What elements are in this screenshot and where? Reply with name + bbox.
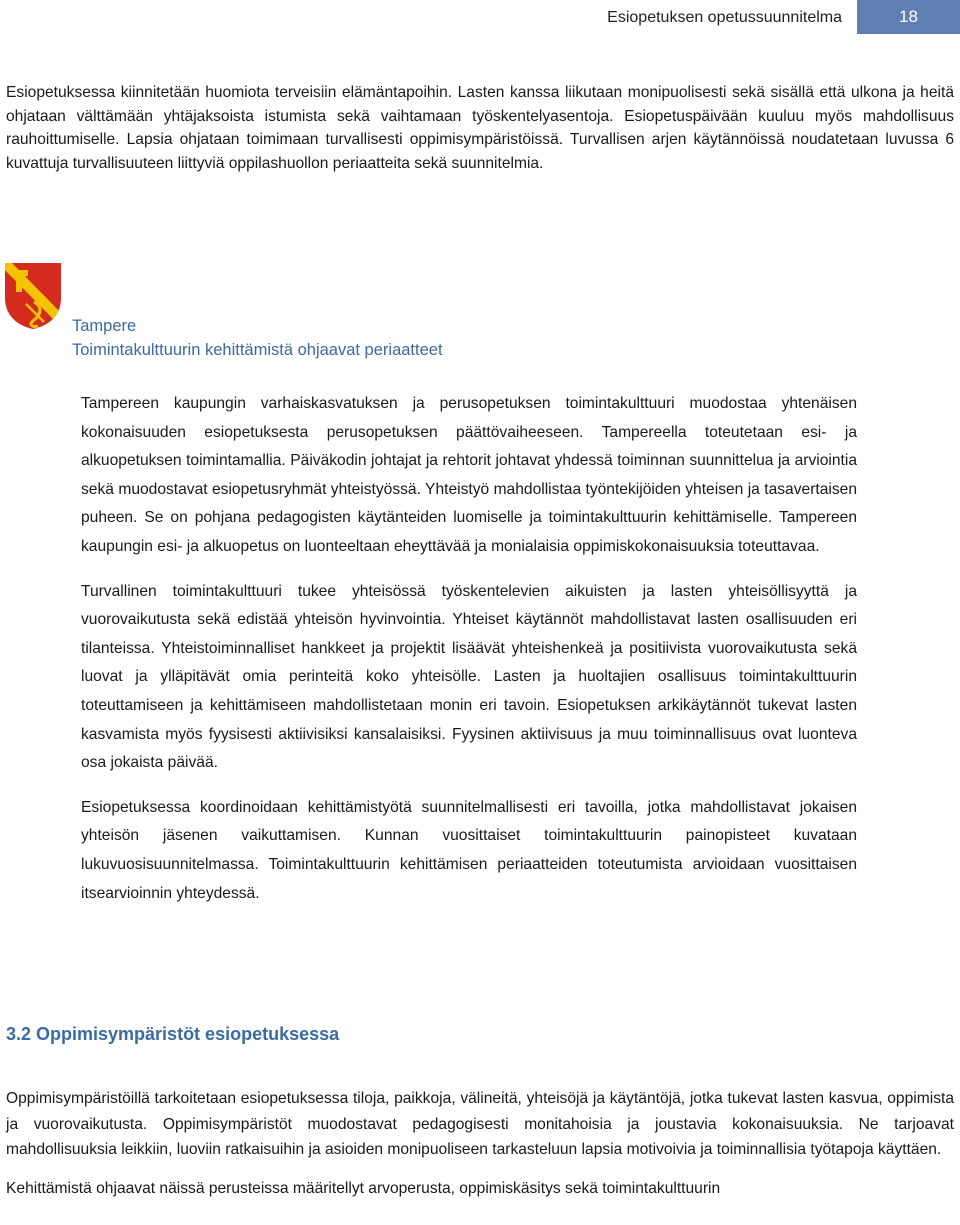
city-name: Tampere bbox=[72, 317, 137, 335]
section-paragraph: Kehittämistä ohjaavat näissä perusteissa määritellyt arvoperusta, oppimiskäsitys sekä toimintakulttuurin bbox=[6, 1179, 721, 1197]
section-heading: 3.2 Oppimisympäristöt esiopetuksessa bbox=[6, 1024, 340, 1044]
box-paragraph: Esiopetuksessa koordinoidaan kehittämistyötä suunnitelmallisesti eri tavoilla, jotka mahdollistavat jokaisen yhteisön jäsenen vaikuttamisen. Kunnan vuosittaiset toimintakulttuurin painopisteet kuvataan lukuvuosisuunnitelmassa. Toimintakulttuurin kehittämisen periaatteiden toteutumista arvioidaan vuosittaisen itsearvioinnin yhteydessä. bbox=[81, 798, 857, 902]
tampere-coat-of-arms-icon bbox=[4, 262, 62, 330]
document-title: Esiopetuksen opetussuunnitelma bbox=[607, 9, 842, 26]
box-paragraph: Turvallinen toimintakulttuuri tukee yhteisössä työskentelevien aikuisten ja lasten yhteisöllisyyttä ja vuorovaikutusta sekä edistää yhteisön hyvinvointia. Yhteiset käytännöt mahdollistavat lasten osallisuuden eri tilanteissa. Yhteistoiminnalliset hankkeet ja projektit lisäävät yhteishenkeä ja positiivista vuorovaikutusta sekä luovat ja ylläpitävät omia perinteitä koko yhteisölle. Lasten ja huoltajien osallisuus toimintakulttuurin toteuttamiseen ja kehittämiseen mahdollistetaan monin eri tavoin. Esiopetuksen arkikäytännöt tukevat lasten kasvamista myös fyysisesti aktiivisiksi kansalaisiksi. Fyysinen aktiivisuus ja muu toiminnallisuus ovat luonteva osa jokaista päivää. bbox=[81, 582, 857, 772]
box-heading: Toimintakulttuurin kehittämistä ohjaavat periaatteet bbox=[72, 341, 443, 359]
intro-paragraph: Esiopetuksessa kiinnitetään huomiota terveisiin elämäntapoihin. Lasten kanssa liikutaan monipuolisesti sekä sisällä että ulkona ja heitä ohjataan välttämään yhtäjaksoista istumista sekä vaihtamaan työskentelyasentoja. Esiopetuspäivään kuuluu myös mahdollisuus rauhoittumiselle. Lapsia ohjataan toimimaan turvallisesti oppimisympäristöissä. Turvallisen arjen käytännöissä noudatetaan luvussa 6 kuvattuja turvallisuuteen liittyviä oppilashuollon periaatteita sekä suunnitelmia. bbox=[6, 84, 954, 172]
tampere-box-body bbox=[81, 390, 857, 924]
section-paragraph: Oppimisympäristöillä tarkoitetaan esiopetuksessa tiloja, paikkoja, välineitä, yhteisöjä ja käytäntöjä, jotka tukevat lasten kasvua, oppimista ja vuorovaikutusta. Oppimisympäristöt muodostavat pedagogisesti monitahoisia ja joustavia kokonaisuuksia. Ne tarjoavat mahdollisuuksia leikkiin, luoviin ratkaisuihin ja asioiden monipuoliseen tarkasteluun lapsia motivoivia ja toiminnallisia työtapoja käyttäen. bbox=[6, 1090, 954, 1159]
page-number-badge: 18 bbox=[857, 0, 960, 34]
box-paragraph: Tampereen kaupungin varhaiskasvatuksen ja perusopetuksen toimintakulttuuri muodostaa yhtenäisen kokonaisuuden esiopetuksesta perusopetuksen päättövaiheeseen. Tampereella toteutetaan esi- ja alkuopetuksen toimintamallia. Päiväkodin johtajat ja rehtorit johtavat yhdessä toiminnan suunnittelua ja arviointia sekä muodostavat esiopetusryhmät yhteistyössä. Yhteistyö mahdollistaa työntekijöiden yhteisen ja tasavertaisen puheen. Se on pohjana pedagogisten käytänteiden luomiselle ja toimintakulttuurin kehittämiselle. Tampereen kaupungin esi- ja alkuopetus on luonteeltaan eheyttävää ja monialaisia oppimiskokonaisuuksia toteuttavaa. bbox=[81, 395, 857, 555]
section-body bbox=[6, 1086, 954, 1214]
page-header bbox=[0, 0, 960, 36]
